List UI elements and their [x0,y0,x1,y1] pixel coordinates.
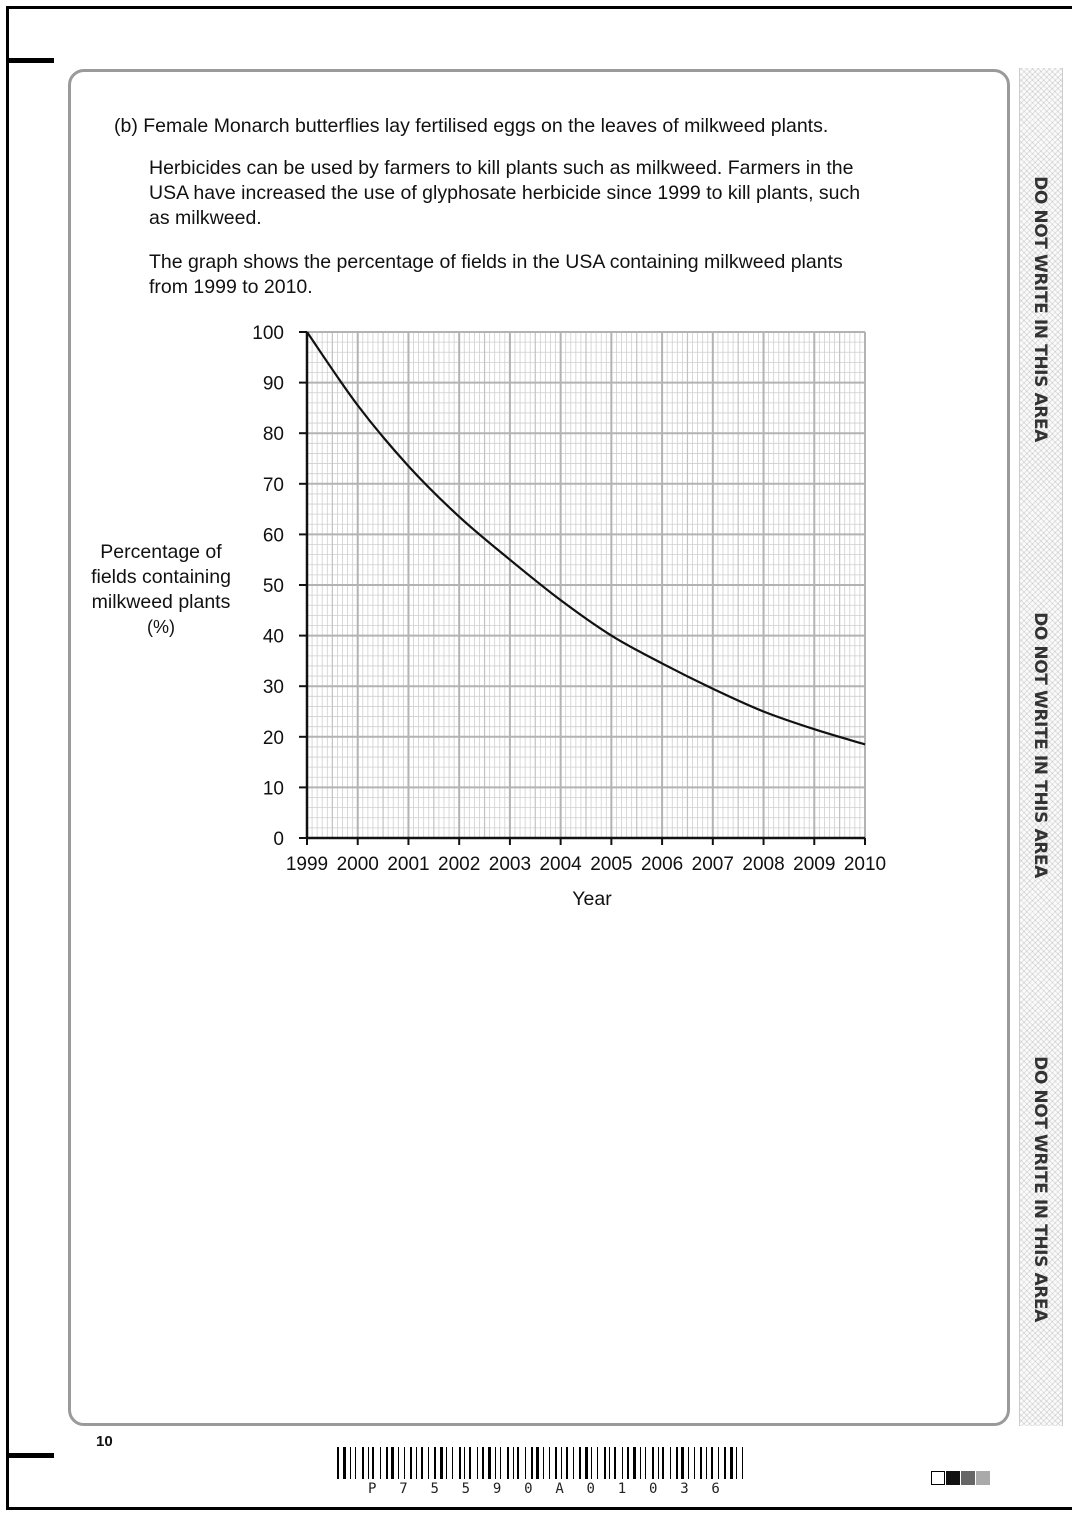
barcode-bar [573,1447,574,1479]
x-axis-label: Year [572,888,612,910]
barcode-char: 5 [461,1481,471,1497]
question-paragraph-1-line-2: USA have increased the use of glyphosate herbicide since 1999 to kill plants, such [149,182,861,204]
barcode-bar [391,1447,394,1479]
barcode-bar [736,1447,737,1479]
barcode-bar [446,1447,447,1479]
barcode-bar [386,1447,388,1479]
barcode-bar [350,1447,351,1479]
y-tick-label: 50 [262,576,284,597]
barcode-bar [718,1447,719,1479]
barcode-char: P [368,1481,377,1497]
barcode-char: 9 [492,1481,502,1497]
barcode-bar [730,1447,733,1479]
barcode-bar [421,1447,423,1479]
barcode-char: 0 [586,1481,595,1497]
x-tick-label: 2009 [793,854,836,875]
barcode-bar [681,1447,684,1479]
square-black [946,1471,960,1485]
barcode-bar [561,1447,562,1479]
barcode-bar [452,1447,453,1479]
barcode-bar [543,1447,544,1479]
barcode-char: A [555,1481,564,1497]
barcode-bar [355,1447,356,1479]
x-tick-label: 2010 [843,854,887,875]
y-tick-label: 100 [252,323,284,344]
square-dark-grey [961,1471,975,1485]
barcode-char: 3 [680,1481,689,1497]
x-tick-label: 2007 [691,854,734,875]
barcode-bar [536,1447,539,1479]
barcode-bar [500,1447,501,1479]
y-tick-label: 10 [262,778,284,800]
barcode-bar [337,1447,339,1479]
barcode-bar [440,1447,443,1479]
barcode [337,1447,747,1479]
barcode-bar [362,1447,364,1479]
x-tick-label: 2008 [742,854,785,875]
barcode-bar [380,1447,381,1479]
barcode-bar [622,1447,623,1479]
barcode-bar [640,1447,641,1479]
barcode-bar [416,1447,417,1479]
barcode-bar [670,1447,671,1479]
barcode-char: 1 [617,1481,627,1497]
y-tick-label: 20 [262,727,284,749]
barcode-bar [706,1447,707,1479]
y-axis-label-line-4: (%) [147,617,175,637]
page-number: 10 [96,1433,113,1450]
question-paragraph-2-line-1: The graph shows the percentage of fields in the USA containing milkweed plants [149,251,843,273]
y-tick-label: 90 [262,373,284,395]
print-registration-squares [931,1471,990,1485]
barcode-bar [662,1447,664,1479]
y-axis-label [91,541,231,637]
barcode-bar [495,1447,496,1479]
barcode-bar [711,1447,713,1479]
barcode-bar [531,1447,533,1479]
barcode-bar [652,1447,654,1479]
barcode-bar [477,1447,478,1479]
barcode-bar [627,1447,629,1479]
y-tick-label: 70 [262,474,284,496]
barcode-bar [633,1447,636,1479]
barcode-bar [694,1447,695,1479]
question-paragraph-1-line-1: Herbicides can be used by farmers to kill plants such as milkweed. Farmers in the [149,157,854,179]
barcode-bar [597,1447,598,1479]
ticks [299,332,865,845]
barcode-bar [645,1447,646,1479]
barcode-bar [372,1447,374,1479]
barcode-bar [368,1447,369,1479]
barcode-bar [555,1447,557,1479]
barcode-bar [459,1447,461,1479]
barcode-bar [507,1447,509,1479]
barcode-bar [585,1447,588,1479]
barcode-bar [517,1447,519,1479]
y-tick-label: 30 [262,677,284,699]
barcode-bar [525,1447,526,1479]
y-tick-label: 60 [262,525,284,547]
barcode-bar [579,1447,581,1479]
barcode-bar [658,1447,659,1479]
y-axis-label-line-1: Percentage of [100,541,222,563]
x-tick-labels [286,854,886,875]
barcode-char: 0 [524,1481,533,1497]
x-tick-label: 2005 [590,854,633,875]
barcode-bar [482,1447,484,1479]
barcode-bar [549,1447,550,1479]
x-tick-label: 2000 [336,854,379,875]
barcode-bar [724,1447,726,1479]
barcode-char: 0 [648,1481,658,1497]
barcode-bar [513,1447,514,1479]
barcode-text [368,1481,720,1497]
barcode-char: 5 [430,1481,439,1497]
y-tick-label: 0 [273,829,284,850]
barcode-bar [614,1447,616,1479]
barcode-bar [464,1447,465,1479]
barcode-bar [591,1447,592,1479]
y-tick-label: 80 [262,424,284,446]
barcode-bar [609,1447,610,1479]
barcode-bar [428,1447,429,1479]
y-tick-labels [252,323,284,850]
x-tick-label: 2002 [438,854,481,875]
barcode-char: 7 [399,1481,408,1497]
barcode-bar [404,1447,405,1479]
barcode-bar [700,1447,702,1479]
x-tick-label: 2001 [387,854,430,875]
question-paragraph-1-line-3: as milkweed. [149,207,262,229]
x-tick-label: 1999 [285,854,329,875]
x-tick-label: 2004 [539,854,582,875]
y-axis-label-line-2: fields containing [91,566,231,588]
barcode-bar [469,1447,471,1479]
barcode-char: 6 [711,1481,720,1497]
barcode-bar [688,1447,689,1479]
y-axis-label-line-3: milkweed plants [91,591,231,613]
square-light-grey [976,1471,990,1485]
barcode-bar [410,1447,412,1479]
square-white [931,1471,945,1485]
x-tick-label: 2003 [488,854,532,875]
x-tick-label: 2006 [640,854,684,875]
barcode-bar [343,1447,346,1479]
barcode-bar [398,1447,399,1479]
question-intro: (b) Female Monarch butterflies lay fertilised eggs on the leaves of milkweed plants. [114,115,829,137]
barcode-bar [742,1447,743,1479]
barcode-bar [566,1447,568,1479]
barcode-bar [604,1447,606,1479]
barcode-bar [434,1447,436,1479]
barcode-bar [676,1447,678,1479]
barcode-bar [488,1447,491,1479]
y-tick-label: 40 [262,626,284,648]
question-paragraph-2-line-2: from 1999 to 2010. [149,276,313,298]
